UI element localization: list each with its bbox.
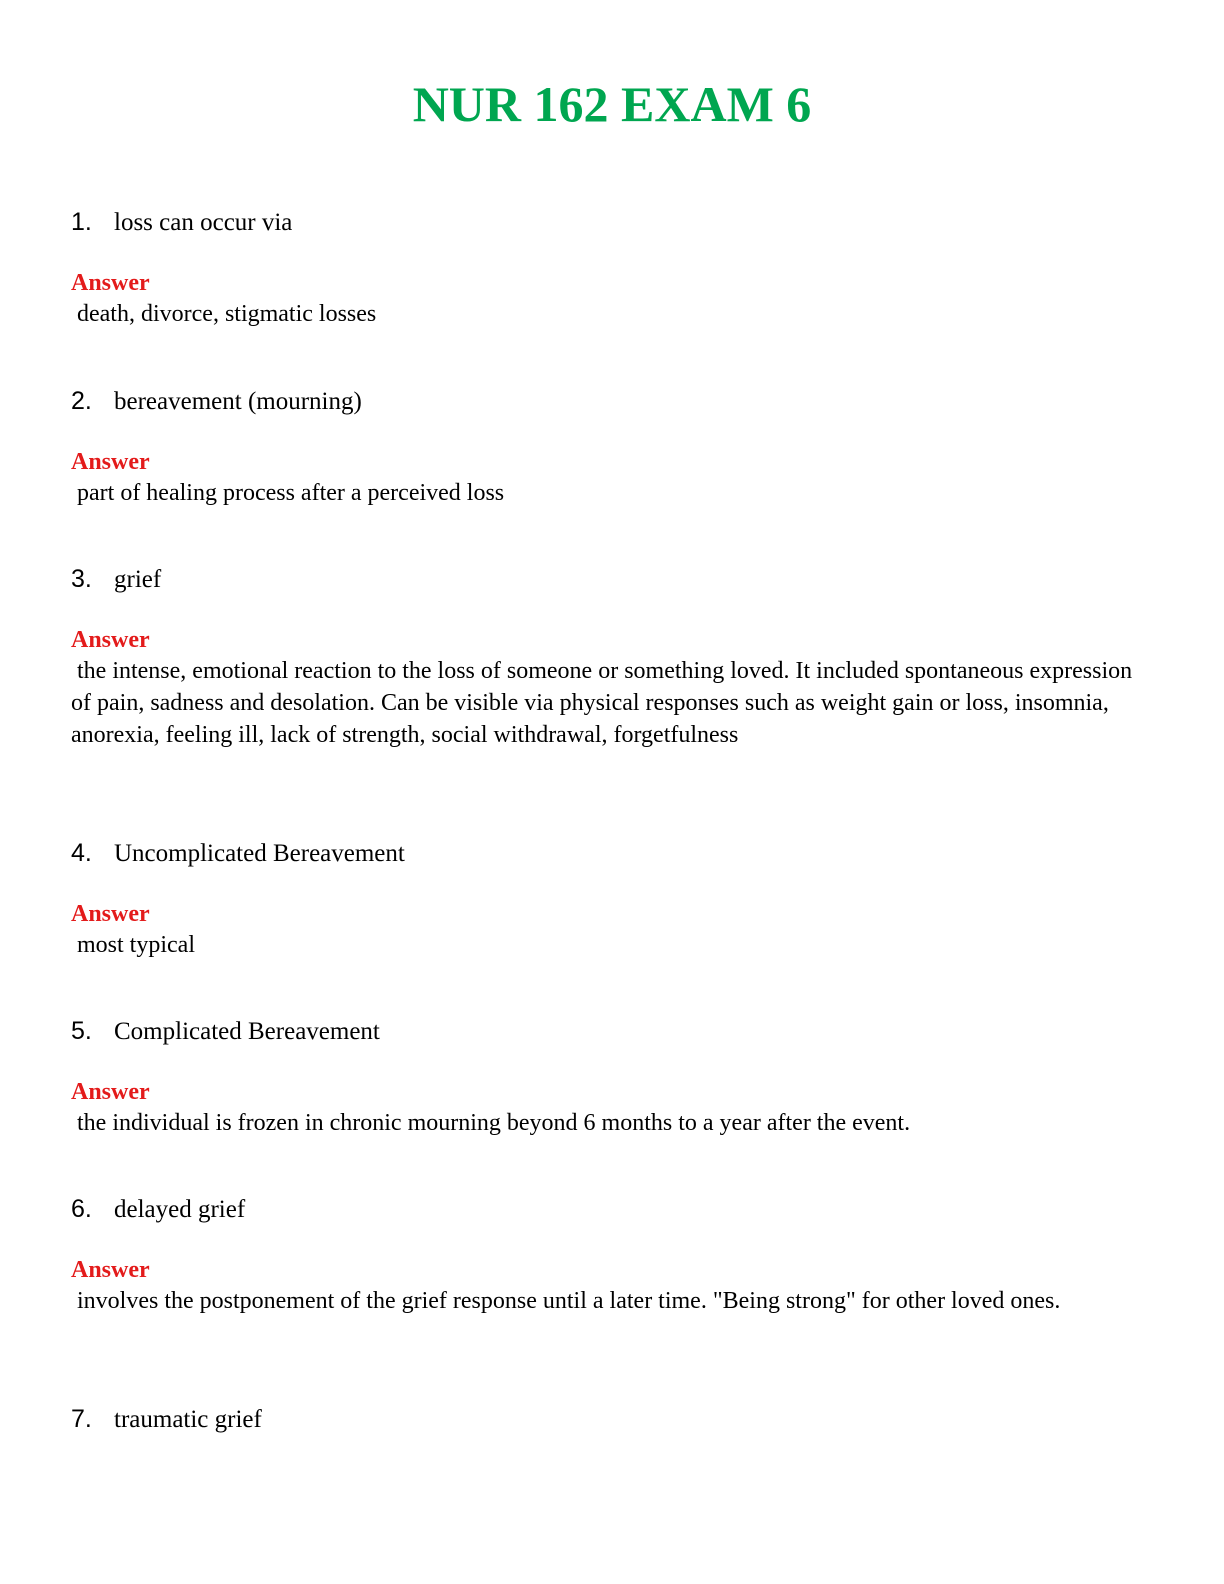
question-row [71,1014,1151,1048]
question-number: 3. [71,565,92,593]
answer-label: Answer [71,1079,150,1105]
answer-label: Answer [71,1257,150,1283]
question-item [71,1192,1151,1317]
question-text: loss can occur via [114,209,293,236]
question-text: traumatic grief [114,1406,262,1433]
question-row [71,836,1151,870]
question-row [71,1402,1151,1436]
question-row [71,562,1151,596]
answer-label: Answer [71,627,150,653]
answer-text: the individual is frozen in chronic mourning beyond 6 months to a year after the event. [71,1110,911,1136]
question-text: Uncomplicated Bereavement [114,840,405,867]
question-row [71,384,1151,418]
question-item [71,836,1151,961]
question-item [71,1014,1151,1139]
question-number: 5. [71,1017,92,1045]
answer-text: death, divorce, stigmatic losses [71,301,377,327]
question-text: bereavement (mourning) [114,388,362,415]
question-number: 4. [71,839,92,867]
question-text: delayed grief [114,1196,246,1223]
answer-label: Answer [71,901,150,927]
question-row [71,205,1151,239]
question-item [71,1402,1151,1436]
answer-text: involves the postponement of the grief response until a later time. "Being strong" for other loved ones. [71,1288,1061,1314]
question-item [71,562,1151,751]
question-item [71,384,1151,509]
question-number: 2. [71,387,92,415]
question-text: grief [114,566,162,593]
answer-text: part of healing process after a perceived loss [71,480,505,506]
question-item [71,205,1151,330]
question-row [71,1192,1151,1226]
answer-label: Answer [71,270,150,296]
answer-text: most typical [71,932,195,958]
question-text: Complicated Bereavement [114,1018,380,1045]
question-number: 1. [71,208,92,236]
question-number: 7. [71,1405,92,1433]
page-title: NUR 162 EXAM 6 [412,76,812,132]
question-number: 6. [71,1195,92,1223]
answer-label: Answer [71,449,150,475]
answer-text: the intense, emotional reaction to the loss of someone or something loved. It included spontaneous expression of pain, sadness and desolation. Can be visible via physical responses such as weight gain or loss, insomnia, anorexia, feeling ill, lack of strength, social withdrawal, forgetfulness [71,658,1139,748]
